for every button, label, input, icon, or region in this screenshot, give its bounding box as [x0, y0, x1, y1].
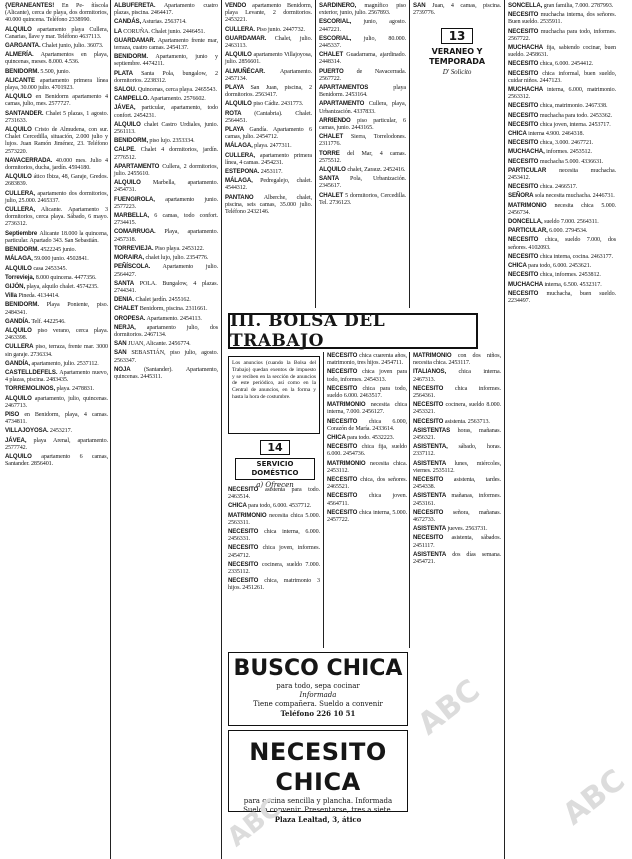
ad-line: Tiene compañera. Sueldo a convenir [253, 700, 383, 708]
classified-ad: ALQUILO piso verano, cerca playa. 2463398. [5, 326, 109, 342]
classified-ad: CALPE. Chalet 4 dormitorios, jardín. 2776512. [114, 146, 218, 161]
classified-ad: MARBELLA, 6 camas, todo confort. 2734415. [114, 212, 218, 227]
classified-ad: NOJA (Santander). Apartamento, quincenas. 2445311. [114, 365, 218, 380]
classified-ad: DONCELLA, sueldo 7.000. 2564311. [508, 218, 599, 226]
classified-ad: ALQUILO ático Ibiza, 48, Garaje, Gredos. 2683839. [5, 173, 108, 188]
classified-ad: Torrevieja, 8.000 quincena. 4477356. [5, 273, 97, 281]
classified-ad: GUARDAMAR. Chalet, julio. 2463113. [225, 34, 312, 50]
column-rule [315, 0, 316, 308]
column-1-ads [5, 2, 108, 468]
classified-ad: VILLAJOYOSA. 2453217. [5, 427, 72, 435]
classified-ad: PANTANO Alberche, chalet, piscina, seis camas, 35.000 julio. Teléfono 2432146. [225, 193, 312, 216]
classified-ad: SONCELLA, gran familia, 7.000. 2787993. [508, 2, 614, 9]
classified-ad: VENDO apartamento Benidorm, playa Levante, 2 dormitorios. 2453221. [225, 2, 313, 24]
classified-ad: NECESITO chica, dos señores. 2465521. [327, 476, 407, 491]
classified-ad: NECESITO cocinera, sueldo 8.000. 2453321. [413, 401, 501, 416]
classified-ad: NECESITO muchacha, buen sueldo. 2234497. [508, 289, 616, 304]
classified-ad: BENIDORM. 5.500, junio. [5, 67, 70, 75]
classified-ad: NECESITO asistenta para todo. 2463514. [228, 486, 320, 501]
column-rule [409, 352, 410, 648]
classified-ad: MÁLAGA, Pedregalejo, chalet. 4544312. [225, 177, 312, 192]
classified-ad: MUCHACHA fija, sabiendo cocinar, buen sueldo. 2458631. [508, 44, 616, 59]
column-6-ads [508, 2, 616, 305]
classified-ad: PLAYA Gandía. Apartamento 6 camas, julio. 2454712. [225, 126, 312, 141]
classified-ad: Septiembre Alicante 18.000 la quincena, particular. Apartado 343. San Sebastián. [5, 229, 108, 244]
classified-ad: ROTA (Cantabria). Chalet. 2564451. [225, 109, 312, 124]
classified-ad: ALQUILO apartamento Villajoyosa, julio. 2856601. [225, 51, 312, 66]
classified-ad: BENIDORM. 4522245 junio. [5, 246, 76, 254]
classified-ad: MORAIRA, chalet lujo, julio. 2354776. [114, 254, 209, 262]
domestico-subtitle: a) Ofrecen [256, 481, 294, 489]
classified-ad: NECESITO chica, matrimonio 3 hijos. 2451261. [228, 577, 320, 592]
classified-ad: NECESITO chica interna, cocina. 2463177. [508, 252, 613, 260]
classified-ad: TORRE del Mar, 4 camas. 2575512. [319, 149, 407, 164]
classified-ad: NECESITO señora, mañanas. 4672733. [413, 508, 501, 524]
classified-ad: CHALET Sierra, Torrelodones. 2311776. [319, 133, 406, 148]
column-5-ads [413, 2, 501, 17]
classified-ad: CANDÁS, Asturias. 2563714. [114, 18, 187, 26]
classified-ad: SANTA POLA. Bungalow, 4 plazas. 2744341. [114, 279, 218, 294]
column-rule [110, 0, 111, 859]
display-ad-busco-chica [228, 652, 408, 726]
classified-ad: {VERANEANTES! En Pe- ñíscola (Alicante), cerca de playa, dos dormitorios, 40.000 quincena. Teléfono 2338990. [5, 2, 108, 24]
classified-ad: ASISTENTA dos días semana. 2454721. [413, 550, 501, 566]
classified-ad: TORREMOLINOS, playa. 2478831. [5, 385, 95, 393]
classified-ad: GANDÍA. Telf. 4422546. [5, 317, 66, 325]
classified-column-3 [225, 2, 312, 302]
classified-ad: PARTICULAR necesita muchacha. 2453412. [508, 166, 616, 182]
classified-ad: NECESITO muchacha para todo, informes. 2567722. [508, 27, 616, 42]
classified-ad: SARDINERO, magnífico piso exterior, junio, julio. 2567893. [319, 2, 406, 17]
classified-ad: ALQUILO en Benidorm apartamento 4 camas, julio, mes. 2577727. [5, 93, 109, 108]
column-rule [323, 352, 324, 648]
classified-column-8 [413, 352, 501, 852]
classified-ad: NECESITO chica joven para todo, informes. 2454313. [327, 368, 407, 383]
ad-title: NECESITO CHICA [249, 738, 387, 796]
classified-ad: NERJA, apartamento julio, dos dormitorios. 2467134. [114, 323, 218, 338]
classified-ad: APARTAMENTO Cullera, 2 dormitorios, julio. 2455610. [114, 162, 219, 178]
classified-ad: NECESITO asistenta. 2563713. [413, 417, 490, 425]
ad-line: para todo, sepa cocinar [276, 682, 360, 690]
classified-ad: CHALET Guadarrama, ajardinado. 2448314. [319, 51, 406, 66]
classified-ad: ALQUILO Marbella, apartamento. 2454731. [114, 179, 219, 194]
classified-ad: NECESITO chica informal, buen sueldo, cuidar niños. 2447123. [508, 69, 616, 84]
ad-line: Sueldo convenir. Presentarse, tres a siete. [243, 806, 393, 814]
classified-ad: PLATA Santa Pola, bungalow, 2 dormitorios. 2238312. [114, 69, 218, 84]
notice-text: Los anuncios (cuando la Bolsa del Trabajo) quedan exentos de impuesto y se reciben en la sección de anuncios de este periódico, así como en la Central de anuncios, en la forma y hasta la hora de costumbre. [232, 360, 316, 400]
classified-ad: ALQUILO apartamento 6 camas, Santander. 2856401. [5, 452, 108, 468]
classified-ad: NECESITO chica para todo, sueldo 6.000. 2463517. [327, 384, 407, 400]
classified-ad: CULLERA. Piso junio. 2447732. [225, 25, 305, 33]
classified-ad: SEÑORA sola necesita muchacha. 2446731. [508, 192, 615, 200]
classified-ad: NECESITO chica 6.000, Corazón de María. 2433614. [327, 417, 407, 432]
classified-ad: CHICA interna 4.900. 2464318. [508, 130, 584, 138]
classified-ad: CHALET Benidorm, piscina. 2311661. [114, 305, 208, 313]
classified-ad: NECESITO muchacha para todo. 2453362. [508, 111, 613, 119]
classified-column-5 [413, 2, 501, 302]
classified-ad: NECESITO chica fija, sueldo 6.000. 2454736. [327, 443, 407, 458]
classified-ad: NECESITO asistenta, tardes. 2454338. [413, 476, 501, 491]
domestic-ads [228, 486, 320, 593]
classified-column-6 [508, 2, 616, 854]
classified-ad: NECESITO chica. 2466517. [508, 183, 578, 191]
classified-ad: MATRIMONIO necesita chica interna, 7.000. 2456127. [327, 401, 407, 416]
classified-ad: NECESITO chica joven, interna. 2453717. [508, 120, 611, 128]
classified-ad: ALICANTE apartamento primera línea playa, 30.000 julio. 4701923. [5, 76, 108, 92]
classified-ad: ALQUILO Cristo de Almudena, con sur. Chalet Cercedilla, situación, 2.000 julio y lujos. Juan Ramón Jiménez, 23. Teléfono 2573220. [5, 126, 109, 155]
classified-ad: NECESITO chica interna, 6.000. 2456331. [228, 528, 320, 543]
classified-ad: BENIDORM. Apartamento, junio y septiembre. 4474211. [114, 53, 218, 68]
classified-ad: MUCHACHA interna, 6.000, matrimonio. 2563312. [508, 86, 616, 101]
classified-ad: MATRIMONIO con dos niños, necesita chica. 2453117. [413, 352, 501, 367]
ad-title: BUSCO CHICA [233, 656, 403, 681]
classified-ad: SANTANDER. Chalet 5 plazas, 1 agosto. 2731633. [5, 109, 108, 124]
verano-title: VERANEO Y TEMPORADA [429, 47, 485, 67]
section-number-13: 13 [441, 28, 473, 44]
classified-ad: ESCORIAL, julio, 80.000. 2445337. [319, 34, 406, 50]
classified-ad: ALBUFERETA. Apartamento cuatro plazas, piscina. 2464417. [114, 2, 218, 17]
classified-ad: BENIDORM. Playa Poniente, piso. 2484341. [5, 301, 108, 316]
classified-ad: PUERTO de Navacerrada. 2567722. [319, 67, 406, 82]
classified-ad: ASISTENTA, sábado, horas. 2337112. [413, 443, 501, 458]
classified-ad: SAN SEBASTIÁN, piso julio, agosto. 2563347. [114, 349, 218, 364]
classified-ad: NECESITO chica, sueldo 7.000, dos señores. 4102093. [508, 236, 616, 251]
column-3-ads [225, 2, 312, 216]
classified-ad: Villa Pineda. 4134414. [5, 292, 60, 300]
classified-ad: MATRIMONIO necesita chica 5.000. 2563311. [228, 511, 320, 526]
classified-ad: CULLERA piso, terraza, frente mar. 3000 sin garaje. 2736334. [5, 343, 109, 358]
classified-ad: PEÑÍSCOLA. Apartamento julio. 2564427. [114, 263, 218, 278]
classified-ad: GANDÍA, apartamento, julio. 2537112. [5, 359, 99, 367]
classified-ad: SAN Juan, 4 camas, piscina. 2739776. [413, 2, 501, 17]
column-7-ads [327, 352, 407, 524]
classified-ad: JÁVEA, playa Arenal, apartamento. 2577742. [5, 436, 108, 451]
classified-ad: GARGANTA. Chalet junio, julio. 36073. [5, 42, 104, 50]
classified-ad: TORREVIEJA. Piso playa. 2453122. [114, 244, 204, 252]
classified-ad: NECESITO asistenta, sábados. 2451117. [413, 534, 501, 549]
column-rule [221, 0, 222, 859]
classified-ad: NECESITO chica joven, informes. 2454712. [228, 544, 320, 559]
classified-ad: ASISTENTA lunes, miércoles, viernes. 2535112. [413, 459, 501, 474]
classified-column-domestic [228, 486, 320, 646]
classified-ad: COMARRUGA. Playa, apartamento. 2457318. [114, 228, 218, 243]
classified-ad: CULLERA, apartamento dos dormitorios, julio, 25.000. 2465337. [5, 189, 108, 204]
classified-ad: ASISTENTA jueves. 2563731. [413, 525, 488, 533]
domestico-header [235, 440, 315, 490]
classified-ad: ESTEPONA. 2453117. [225, 168, 283, 176]
classified-ad: ESCORIAL, junio, agosto. 2447221. [319, 18, 406, 33]
classified-ad: NECESITO chica informes. 2564361. [413, 384, 501, 400]
classified-ad: CHALET 5 dormitorios, Cercedilla. Tel. 2736123. [319, 191, 406, 206]
ad-line: Teléfono 226 10 51 [280, 709, 356, 718]
column-8-ads [413, 352, 501, 566]
classified-column-1 [5, 2, 108, 854]
classified-ad: CAMPELLO. Apartamento. 2576602. [114, 95, 206, 103]
classified-ad: ASISTENTA mañanas, informes. 2453161. [413, 492, 501, 507]
classified-ad: CHICA para todo, 6.000. 4537712. [228, 502, 312, 510]
classified-ad: CHICA para todo, 6.000. 2453621. [508, 262, 592, 270]
column-rule [504, 0, 505, 859]
classified-ad: JÁVEA, particular, apartamento, todo confort. 2454231. [114, 104, 218, 119]
classified-ad: NECESITO chica joven. 4564711. [327, 492, 407, 507]
classified-ad: CULLERA, Alicante. Apartamento 3 dormitorios, cerca playa. Sábado, 6 mayo. 2736312. [5, 206, 108, 228]
classified-ad: NAVACERRADA. 40.000 mes. Julio 4 dormitorios, ducha, jardín. 4594180. [5, 156, 108, 172]
classified-ad: MATRIMONIO necesita chica 5.000. 2456734. [508, 201, 616, 216]
classified-column-4 [319, 2, 406, 302]
classified-ad: DENIA. Chalet jardín. 2455162. [114, 296, 191, 304]
classified-ad: FUENGIROLA, apartamento junio. 2577223. [114, 195, 218, 210]
classified-ad: BENIDORM, piso lujo. 2353334. [114, 137, 195, 145]
classified-ad: OROPESA. Apartamento. 2454113. [114, 314, 202, 322]
classified-ad: GUARDAMAR. Apartamento frente mar, terraza, cuatro camas. 2454137. [114, 36, 218, 52]
classified-ad: SAN JUAN, Alicante. 2456774. [114, 340, 191, 348]
classified-ad: NECESITO chica interna, 5.000. 2457722. [327, 508, 407, 524]
classified-ad: ALQUILO casa 2453345. [5, 264, 67, 272]
section-banner [228, 313, 478, 349]
watermark: ABC [411, 672, 487, 743]
column-4-ads [319, 2, 406, 207]
classified-ad: MÁLAGA, playa. 2477311. [225, 142, 292, 150]
classified-ad: NECESITO muchacha 5.000. 4336631. [508, 157, 604, 165]
classified-ad: ALQUILO piso Cádiz. 2431773. [225, 100, 304, 108]
ad-line: para cocina sencilla y plancha. Informada [243, 797, 393, 805]
classified-ad: PLAYA San Juan, piscina, 2 dormitorios. 2563417. [225, 84, 312, 99]
classified-ad: ALQUILO chalet, Zarauz. 2452416. [319, 166, 406, 174]
classified-ad: ALMERÍA. Apartamentos en playa, quincenas, meses. 8.000. 4.536. [5, 51, 108, 66]
classified-ad: PARTICULAR, 6.000. 2794534. [508, 227, 588, 235]
classified-ad: NECESITO chica cuarenta años, matrimonio, tres hijos. 2454711. [327, 352, 407, 367]
watermark: ABC [222, 793, 288, 853]
section-number-14: 14 [260, 440, 290, 455]
classified-ad: LA CORUÑA. Chalet junio. 2446451. [114, 27, 205, 35]
domestico-title: SERVICIO DOMÉSTICO [235, 458, 315, 480]
notice-box [228, 356, 320, 434]
classified-ad: NECESITO chica, informes. 2453812. [508, 271, 601, 279]
ad-line: Plaza Lealtad, 3, ático [274, 815, 362, 824]
classified-ad: SALOU. Quincenas, cerca playa. 2465543. [114, 86, 217, 94]
classified-ad: NECESITO chica, 3.000. 2467721. [508, 139, 594, 147]
classified-ad: MÁLAGA, 59.000 junio. 4502841. [5, 255, 89, 263]
column-2-ads [114, 2, 218, 381]
classified-ad: ALQUILO apartamento playa Cullera, Canarias, llave y mar. Teléfono 4637113. [5, 25, 109, 40]
classified-ad: ALQUILO chalet Castro Urdiales, junio. 2561113. [114, 120, 218, 136]
classified-ad: NECESITO cocinera, sueldo 7.000. 2335112. [228, 560, 320, 576]
ad-line: Informada [299, 691, 337, 699]
classified-ad: APARTAMENTOS playa Benidorm. 2453164. [319, 84, 406, 99]
classified-ad: GIJÓN, playa, alquilo chalet. 4574235. [5, 282, 99, 290]
classified-ad: CULLERA, apartamento primera línea, 4 camas. 2454231. [225, 151, 312, 166]
classified-ad: NECESITO muchacha interna, dos señores. Buen sueldo. 2535911. [508, 11, 616, 26]
classified-ad: ITALIANOS, chica interna. 2467313. [413, 368, 501, 383]
classified-ad: MUCHACHA, informes. 2453512. [508, 148, 592, 156]
classified-column-7 [327, 352, 407, 648]
watermark: ABC [556, 762, 632, 833]
classified-ad: MUCHACHA interna, 6.500. 4532317. [508, 280, 602, 288]
classified-ad: ALMUÑÉCAR. Apartamento. 2457134. [225, 67, 312, 82]
classified-ad: ASISTENTAS horas, mañanas. 2456321. [413, 426, 501, 442]
classified-ad: APARTAMENTO Cullera, playa, Urbanización. 4337833. [319, 100, 407, 115]
classified-column-2 [114, 2, 218, 854]
classified-ad: CHICA para todo. 4532223. [327, 434, 395, 442]
classified-ad: ARRIENDO piso particular, 6 camas, junio. 2443165. [319, 116, 406, 132]
classified-ad: CASTELLDEFELS. Apartamento nuevo, 4 plazas, piscina. 2483435. [5, 368, 108, 384]
classified-ad: NECESITO chica, 6.000. 2454412. [508, 60, 594, 68]
classified-ad: PISO en Benidorm, playa, 4 camas. 4734811. [5, 410, 108, 426]
classified-ad: SANTA Pola, Urbanización. 2345617. [319, 175, 407, 190]
classified-ad: MATRIMONIO necesita chica. 2453112. [327, 459, 407, 474]
banner-title: III. BOLSA DEL TRABAJO [230, 311, 386, 351]
verano-subtitle: D' Solicito [442, 68, 472, 77]
display-ad-necesito-chica [228, 730, 408, 824]
classified-ad: NECESITO chica, matrimonio. 2467338. [508, 102, 608, 110]
classified-ad: ALQUILO apartamento, julio, quincenas. 2467713. [5, 394, 108, 409]
column-rule [409, 0, 410, 308]
